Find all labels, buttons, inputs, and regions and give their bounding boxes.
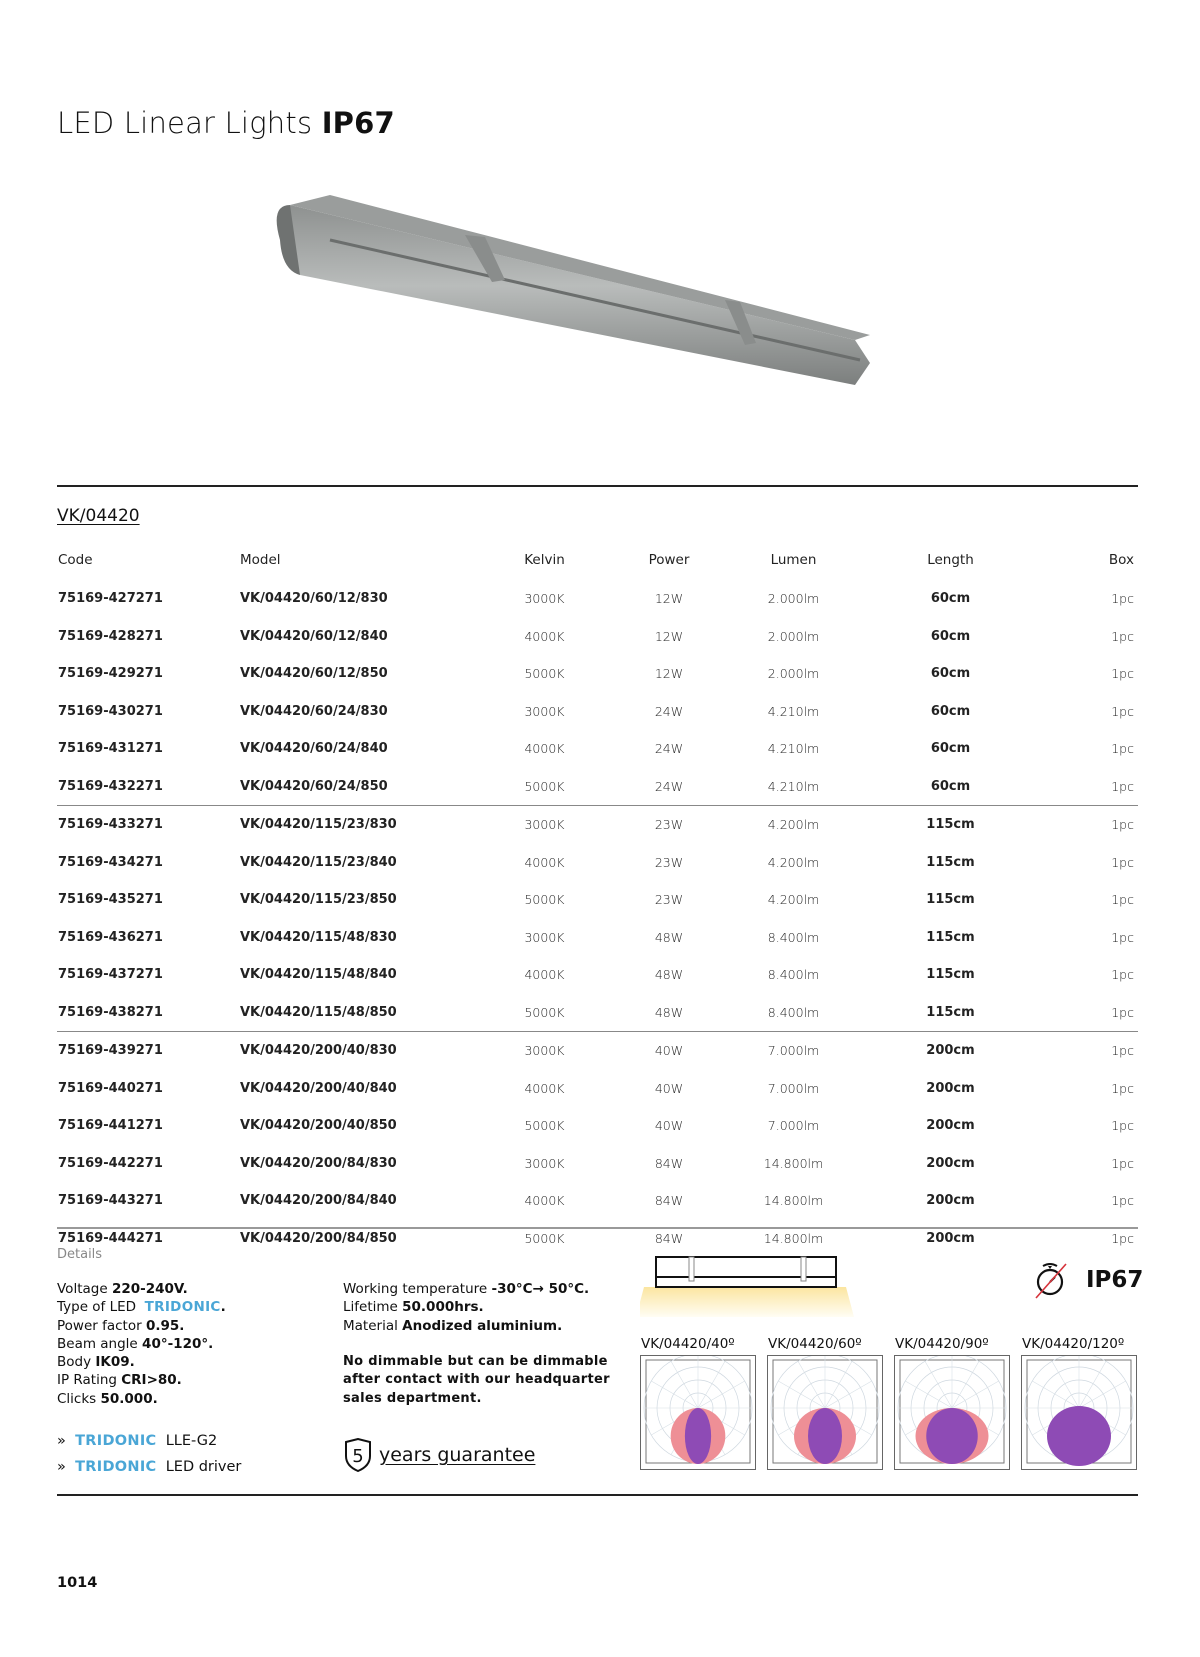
cell-lumen: 4.200lm	[767, 817, 820, 833]
cell-code: 75169-437271	[58, 967, 163, 983]
table-row	[57, 919, 1138, 957]
cell-model: VK/04420/200/84/840	[240, 1193, 397, 1209]
detail-material: Material Anodized aluminium.	[343, 1317, 563, 1334]
cell-power: 48W	[588, 994, 750, 1032]
detail-ip-rating: IP Rating CRI>80.	[57, 1372, 182, 1389]
cell-box: 1pc	[1111, 854, 1134, 870]
polar-plot	[895, 1356, 1009, 1469]
cell-lumen: 4.210lm	[750, 768, 837, 806]
cell-model: VK/04420/200/84/830	[240, 1155, 397, 1171]
table-row	[57, 1032, 1138, 1070]
cell-code: 75169-433271	[58, 817, 163, 833]
fixture-light-diagram	[640, 1255, 855, 1325]
cell-model: VK/04420/115/48/840	[240, 967, 397, 983]
cell-kelvin: 5000K	[501, 994, 588, 1032]
cell-power: 40W	[654, 1118, 684, 1134]
cell-kelvin: 3000K	[524, 817, 565, 833]
beam-label: VK/04420/90º	[895, 1336, 989, 1352]
detail-working-temperature: Working temperature -30°C→ 50°C.	[343, 1281, 590, 1297]
polar-plot	[768, 1356, 882, 1469]
cell-kelvin: 4000K	[524, 1193, 565, 1209]
cell-box: 1pc	[1111, 1080, 1134, 1096]
cell-length: 115cm	[926, 892, 975, 908]
cell-box: 1pc	[1064, 768, 1138, 806]
detail-beam-angle: Beam angle 40°-120°.	[57, 1335, 214, 1352]
shield-icon	[343, 1438, 373, 1472]
detail-power-factor: Power factor 0.95.	[57, 1317, 185, 1334]
cell-code: 75169-428271	[58, 628, 163, 644]
cell-model: VK/04420/200/40/830	[240, 1043, 397, 1059]
cell-power: 84W	[654, 1230, 684, 1246]
polar-plot	[641, 1356, 755, 1469]
cell-kelvin: 5000K	[524, 666, 565, 682]
cell-length: 200cm	[926, 1230, 975, 1246]
cell-model: VK/04420/115/48/850	[239, 994, 501, 1032]
cell-code: 75169-443271	[58, 1193, 163, 1209]
cell-power: 24W	[654, 703, 684, 719]
tridonic-logo: TRIDONIC	[144, 1299, 221, 1316]
cell-kelvin: 4000K	[524, 628, 565, 644]
cell-kelvin: 5000K	[524, 1118, 565, 1134]
cell-length: 115cm	[837, 994, 1064, 1032]
cell-code: 75169-430271	[58, 703, 163, 719]
cell-length: 200cm	[926, 1043, 975, 1059]
header-lumen: Lumen	[770, 552, 817, 568]
table-row	[57, 994, 1138, 1032]
cell-box: 1pc	[1111, 1118, 1134, 1134]
cell-lumen: 14.800lm	[763, 1230, 824, 1246]
page-title: LED Linear Lights IP67	[57, 106, 395, 140]
table-row	[57, 956, 1138, 994]
cell-model: VK/04420/60/12/840	[240, 628, 388, 644]
cell-model: VK/04420/200/84/850	[240, 1230, 397, 1246]
spec-table	[57, 540, 1138, 1257]
page-number: 1014	[57, 1575, 98, 1591]
cell-lumen: 2.000lm	[767, 591, 820, 607]
table-row	[57, 881, 1138, 919]
detail-led-type: Type of LED TRIDONIC.	[57, 1299, 226, 1316]
cell-lumen: 14.800lm	[763, 1155, 824, 1171]
cell-model: VK/04420/115/23/850	[240, 892, 397, 908]
cell-code: 75169-440271	[58, 1080, 163, 1096]
section-divider	[57, 485, 1138, 487]
cell-kelvin: 5000K	[524, 1230, 565, 1246]
dimming-note	[343, 1353, 610, 1408]
guarantee-text: years guarantee	[379, 1444, 536, 1466]
cell-power: 48W	[654, 967, 684, 983]
polar-diagram	[1021, 1355, 1137, 1470]
cell-code: 75169-429271	[58, 666, 163, 682]
cell-code: 75169-442271	[58, 1155, 163, 1171]
cell-lumen: 2.000lm	[767, 666, 820, 682]
cell-length: 115cm	[926, 817, 975, 833]
cell-power: 12W	[654, 628, 684, 644]
driver-item: » TRIDONIC LED driver	[57, 1459, 242, 1475]
cell-kelvin: 3000K	[524, 1155, 565, 1171]
table-row	[57, 844, 1138, 882]
cell-length: 60cm	[930, 666, 971, 682]
table-divider	[57, 1227, 1138, 1229]
polar-plot	[1022, 1356, 1136, 1469]
header-length: Length	[927, 552, 974, 568]
cell-length: 115cm	[926, 967, 975, 983]
no-impact-timer-icon	[1034, 1260, 1068, 1300]
cell-model: VK/04420/60/12/830	[240, 591, 388, 607]
table-row	[57, 580, 1138, 618]
note-line: No dimmable but can be dimmable	[343, 1354, 608, 1369]
cell-kelvin: 3000K	[524, 591, 565, 607]
cell-model: VK/04420/60/24/830	[240, 703, 388, 719]
cell-box: 1pc	[1111, 666, 1134, 682]
note-line: sales department.	[343, 1390, 482, 1406]
table-header-row	[57, 540, 1138, 580]
cell-kelvin: 3000K	[524, 929, 565, 945]
beam-label: VK/04420/120º	[1022, 1336, 1125, 1352]
cell-code: 75169-438271	[57, 994, 239, 1032]
detail-clicks: Clicks 50.000.	[57, 1390, 158, 1407]
header-power: Power	[648, 552, 690, 568]
cell-power: 24W	[654, 741, 684, 757]
cell-box: 1pc	[1111, 1230, 1134, 1246]
footer-divider	[57, 1494, 1138, 1496]
table-row	[57, 806, 1138, 844]
cell-model: VK/04420/60/24/840	[240, 741, 388, 757]
ip-rating-badge	[1034, 1260, 1143, 1300]
driver-item: » TRIDONIC LLE-G2	[57, 1433, 218, 1449]
cell-power: 40W	[654, 1043, 684, 1059]
cell-model: VK/04420/115/23/840	[240, 854, 397, 870]
cell-model: VK/04420/200/40/850	[240, 1118, 397, 1134]
cell-box: 1pc	[1111, 967, 1134, 983]
cell-model: VK/04420/200/40/840	[240, 1080, 397, 1096]
cell-box: 1pc	[1111, 1043, 1134, 1059]
cell-model: VK/04420/60/24/850	[239, 768, 501, 806]
cell-code: 75169-441271	[58, 1118, 163, 1134]
guarantee-years: 5	[352, 1446, 364, 1467]
cell-length: 200cm	[926, 1155, 975, 1171]
cell-power: 40W	[654, 1080, 684, 1096]
cell-box: 1pc	[1111, 1193, 1134, 1209]
cell-length: 200cm	[926, 1118, 975, 1134]
table-row	[57, 768, 1138, 806]
ip-rating-label: IP67	[1086, 1267, 1144, 1293]
cell-length: 60cm	[930, 741, 971, 757]
cell-lumen: 8.400lm	[767, 967, 820, 983]
cell-kelvin: 5000K	[524, 892, 565, 908]
table-row	[57, 1182, 1138, 1220]
cell-box: 1pc	[1111, 929, 1134, 945]
beam-label: VK/04420/60º	[768, 1336, 862, 1352]
cell-power: 12W	[654, 591, 684, 607]
table-row	[57, 1107, 1138, 1145]
series-heading: VK/04420	[57, 506, 140, 526]
header-box: Box	[1108, 552, 1134, 568]
table-row	[57, 1070, 1138, 1108]
cell-length: 60cm	[930, 628, 971, 644]
cell-length: 60cm	[930, 591, 971, 607]
cell-code: 75169-435271	[58, 892, 163, 908]
cell-power: 84W	[654, 1193, 684, 1209]
cell-box: 1pc	[1111, 892, 1134, 908]
polar-diagram	[767, 1355, 883, 1470]
cell-power: 23W	[654, 817, 684, 833]
cell-box: 1pc	[1111, 703, 1134, 719]
table-row	[57, 1220, 1138, 1258]
cell-power: 24W	[588, 768, 750, 806]
cell-box: 1pc	[1064, 994, 1138, 1032]
cell-box: 1pc	[1111, 817, 1134, 833]
cell-code: 75169-436271	[58, 929, 163, 945]
cell-box: 1pc	[1111, 1155, 1134, 1171]
cell-box: 1pc	[1111, 591, 1134, 607]
cell-lumen: 7.000lm	[767, 1118, 820, 1134]
cell-power: 84W	[654, 1155, 684, 1171]
cell-model: VK/04420/115/48/830	[240, 929, 397, 945]
details-column-1	[57, 1280, 226, 1408]
cell-box: 1pc	[1111, 628, 1134, 644]
cell-length: 200cm	[926, 1193, 975, 1209]
cell-power: 12W	[654, 666, 684, 682]
polar-diagram	[894, 1355, 1010, 1470]
cell-model: VK/04420/60/12/850	[240, 666, 388, 682]
details-column-2	[343, 1280, 589, 1335]
cell-lumen: 2.000lm	[767, 628, 820, 644]
cell-code: 75169-427271	[58, 591, 163, 607]
cell-lumen: 8.400lm	[750, 994, 837, 1032]
cell-model: VK/04420/115/23/830	[240, 817, 397, 833]
cell-lumen: 8.400lm	[767, 929, 820, 945]
cell-power: 23W	[654, 854, 684, 870]
cell-kelvin: 4000K	[524, 1080, 565, 1096]
cell-code: 75169-434271	[58, 854, 163, 870]
cell-code: 75169-444271	[58, 1230, 163, 1246]
header-model: Model	[240, 552, 281, 568]
header-code: Code	[58, 552, 93, 568]
note-line: after contact with our headquarter	[343, 1372, 610, 1388]
details-heading: Details	[57, 1247, 103, 1262]
cell-lumen: 7.000lm	[767, 1043, 820, 1059]
table-row	[57, 655, 1138, 693]
table-row	[57, 693, 1138, 731]
cell-length: 115cm	[926, 854, 975, 870]
cell-kelvin: 4000K	[524, 967, 565, 983]
header-kelvin: Kelvin	[524, 552, 565, 568]
beam-label: VK/04420/40º	[641, 1336, 735, 1352]
cell-power: 48W	[654, 929, 684, 945]
driver-list	[57, 1428, 241, 1480]
table-row	[57, 618, 1138, 656]
detail-body: Body IK09.	[57, 1354, 135, 1371]
product-image	[270, 185, 930, 410]
cell-box: 1pc	[1111, 741, 1134, 757]
cell-code: 75169-439271	[58, 1043, 163, 1059]
cell-lumen: 4.210lm	[767, 741, 820, 757]
cell-lumen: 14.800lm	[763, 1193, 824, 1209]
cell-power: 23W	[654, 892, 684, 908]
table-row	[57, 730, 1138, 768]
cell-kelvin: 4000K	[524, 854, 565, 870]
cell-lumen: 4.210lm	[767, 703, 820, 719]
cell-code: 75169-432271	[57, 768, 239, 806]
cell-kelvin: 4000K	[524, 741, 565, 757]
cell-code: 75169-431271	[58, 741, 163, 757]
cell-lumen: 7.000lm	[767, 1080, 820, 1096]
cell-length: 200cm	[926, 1080, 975, 1096]
table-row	[57, 1145, 1138, 1183]
tridonic-logo: TRIDONIC	[75, 1433, 157, 1449]
cell-kelvin: 5000K	[501, 768, 588, 806]
guarantee-badge	[343, 1438, 535, 1472]
cell-kelvin: 3000K	[524, 703, 565, 719]
cell-lumen: 4.200lm	[767, 854, 820, 870]
detail-lifetime: Lifetime 50.000hrs.	[343, 1299, 484, 1316]
detail-voltage: Voltage 220-240V.	[57, 1281, 188, 1297]
cell-length: 60cm	[837, 768, 1064, 806]
cell-length: 60cm	[930, 703, 971, 719]
tridonic-logo: TRIDONIC	[75, 1459, 157, 1475]
cell-kelvin: 3000K	[524, 1043, 565, 1059]
cell-lumen: 4.200lm	[767, 892, 820, 908]
polar-diagram	[640, 1355, 756, 1470]
cell-length: 115cm	[926, 929, 975, 945]
